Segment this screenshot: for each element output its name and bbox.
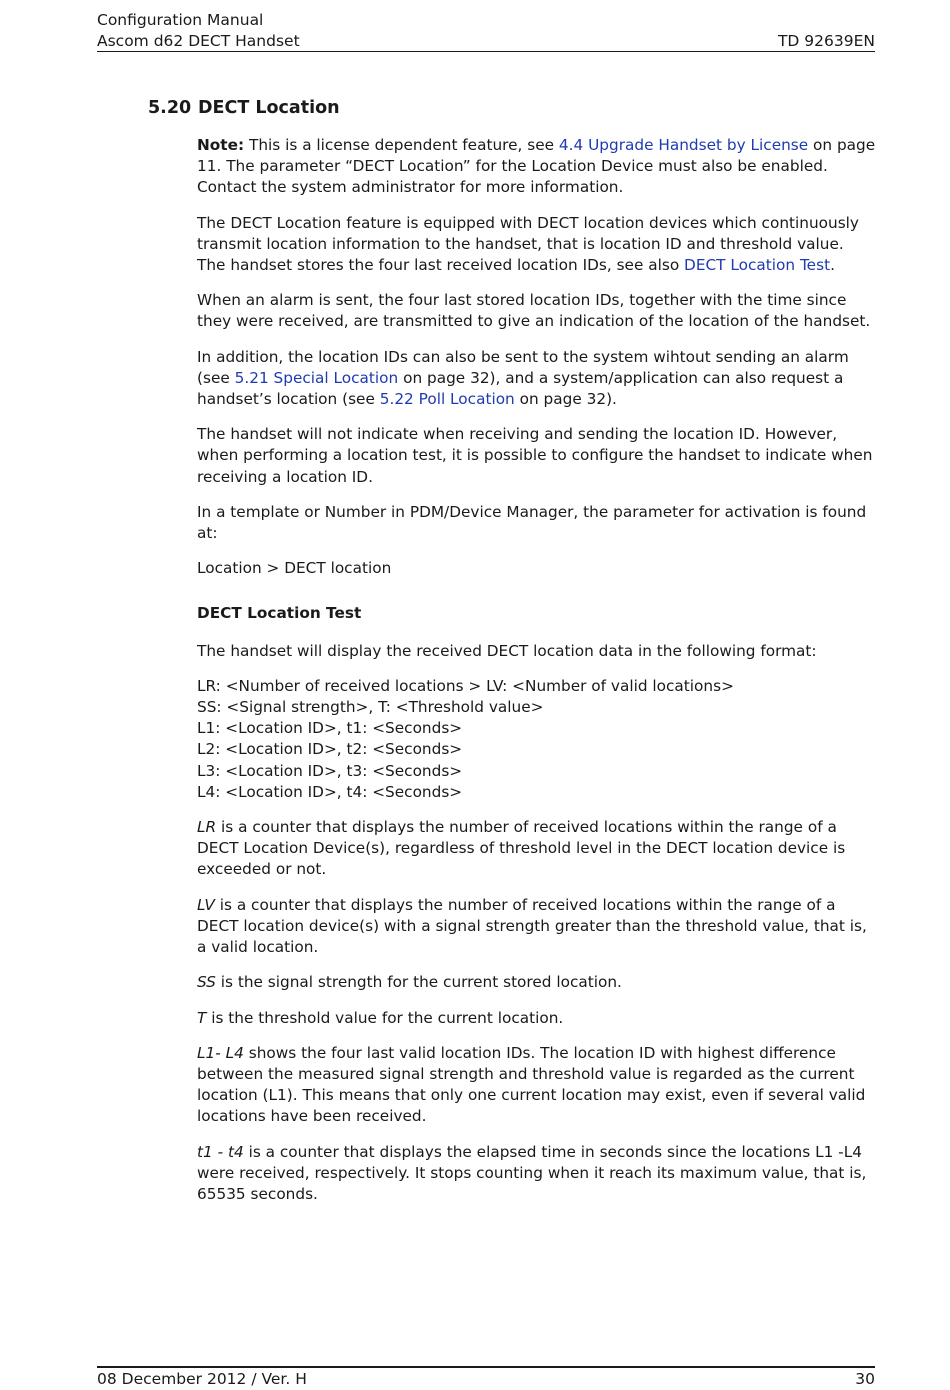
link-special-location[interactable]: 5.21 Special Location — [234, 368, 399, 387]
definition-term: SS — [197, 973, 216, 992]
definition-term: T — [197, 1008, 207, 1027]
format-lines — [197, 676, 877, 803]
link-poll-location[interactable]: 5.22 Poll Location — [379, 390, 515, 409]
note-label: Note: — [197, 136, 245, 154]
format-line: L2: <Location ID>, t2: <Seconds> — [197, 740, 463, 759]
header-doc-id: TD 92639EN — [777, 32, 875, 50]
intro-paragraph: The DECT Location feature is equipped with DECT location devices which continuously transmit location information to the handset, that is location ID and threshold value. The handset stores the four last received location IDs, see also DECT Location Test. — [197, 213, 859, 275]
subsection-heading: DECT Location Test — [197, 604, 362, 623]
format-line: L3: <Location ID>, t3: <Seconds> — [197, 761, 463, 780]
note-paragraph: Note: This is a license dependent feature, see 4.4 Upgrade Handset by License on page 11. The parameter “DECT Location” for the Location Device must also be enabled. Contact the system administrator for more information. — [197, 136, 876, 197]
format-line: L1: <Location ID>, t1: <Seconds> — [197, 719, 463, 738]
footer-divider — [97, 1366, 875, 1368]
activation-paragraph: In a template or Number in PDM/Device Manager, the parameter for activation is found at: — [197, 502, 867, 543]
format-intro: The handset will display the received DECT location data in the following format: — [197, 641, 817, 660]
header-product-name: Ascom d62 DECT Handset — [97, 32, 300, 50]
section-title: DECT Location — [198, 98, 340, 118]
definition-term: LR — [197, 818, 217, 837]
section-number: 5.20 — [148, 98, 192, 118]
definition-l1-l4: L1- L4 shows the four last valid location IDs. The location ID with highest difference between the measured signal strength and threshold value is regarded as the current location (L1). This means that only one current location may exist, even if several valid locations have been received. — [197, 1043, 866, 1126]
definition-term: L1- L4 — [197, 1043, 244, 1062]
special-location-paragraph: In addition, the location IDs can also be sent to the system wihtout sending an alarm (see 5.21 Special Location on page 32), and a system/application can also request a handset’s location (see 5.22 Poll Location on page 32). — [197, 347, 849, 409]
link-upgrade-handset-by-license[interactable]: 4.4 Upgrade Handset by License — [558, 136, 809, 154]
page-number: 30 — [855, 1370, 875, 1388]
definition-term: LV — [197, 895, 215, 914]
header-divider — [97, 51, 875, 52]
page-body — [197, 135, 877, 1219]
definition-t: T is the threshold value for the current location. — [197, 1008, 564, 1027]
definition-term: t1 - t4 — [197, 1142, 244, 1161]
definition-lr: LR is a counter that displays the number of received locations within the range of a DECT Location Device(s), regardless of threshold level in the DECT location device is exceeded or not. — [197, 818, 846, 879]
header-manual-title: Configuration Manual — [97, 11, 264, 29]
footer-date-version: 08 December 2012 / Ver. H — [97, 1370, 307, 1388]
format-line: LR: <Number of received locations > LV: <Number of valid locations> — [197, 676, 734, 695]
definition-ss: SS is the signal strength for the current stored location. — [197, 973, 622, 992]
page-header — [97, 10, 875, 52]
link-dect-location-test[interactable]: DECT Location Test — [684, 256, 831, 275]
format-line: L4: <Location ID>, t4: <Seconds> — [197, 782, 463, 801]
section-heading — [148, 96, 340, 120]
activation-path: Location > DECT location — [197, 559, 392, 578]
indication-paragraph: The handset will not indicate when receiving and sending the location ID. However, when performing a location test, it is possible to configure the handset to indicate when receiving a location ID. — [197, 425, 873, 486]
definition-lv: LV is a counter that displays the number of received locations within the range of a DECT location device(s) with a signal strength greater than the threshold value, that is, a valid location. — [197, 895, 867, 957]
alarm-paragraph: When an alarm is sent, the four last stored location IDs, together with the time since they were received, are transmitted to give an indication of the location of the handset. — [197, 291, 871, 331]
format-line: SS: <Signal strength>, T: <Threshold value> — [197, 698, 544, 717]
definition-t1-t4: t1 - t4 is a counter that displays the elapsed time in seconds since the locations L1 -L4 were received, respectively. It stops counting when it reach its maximum value, that is, 65535 seconds. — [197, 1142, 867, 1203]
page-footer — [97, 1369, 875, 1390]
